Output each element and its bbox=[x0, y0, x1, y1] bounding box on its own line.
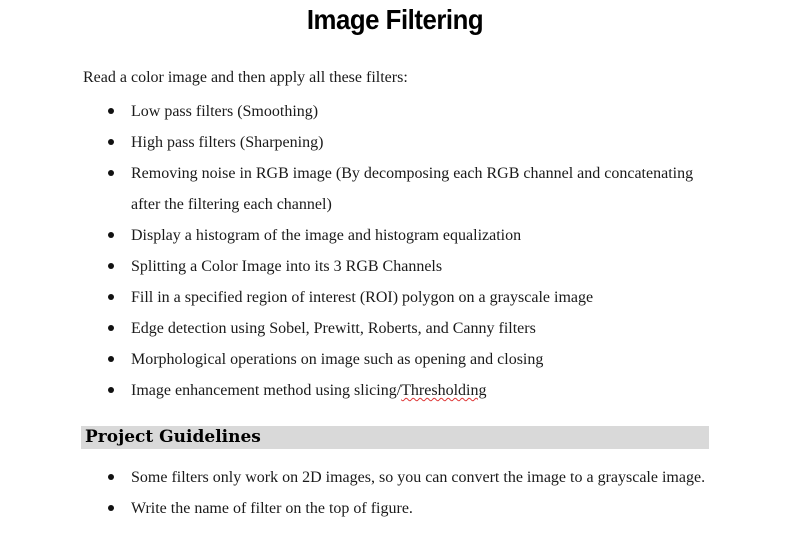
bullet-icon bbox=[108, 170, 114, 176]
bullet-icon bbox=[108, 232, 114, 238]
list-item bbox=[105, 313, 715, 344]
guidelines-list bbox=[105, 462, 715, 524]
list-item bbox=[105, 251, 715, 282]
intro-paragraph: Read a color image and then apply all these filters: bbox=[83, 69, 408, 86]
list-item-text: Image enhancement method using slicing/ bbox=[131, 382, 402, 399]
bullet-icon bbox=[108, 263, 114, 269]
section-heading-text: Project Guidelines bbox=[85, 427, 261, 447]
bullet-icon bbox=[108, 505, 114, 511]
list-item-text: Display a histogram of the image and histogram equalization bbox=[131, 227, 522, 244]
list-item bbox=[105, 96, 715, 127]
list-item bbox=[105, 462, 715, 493]
bullet-icon bbox=[108, 325, 114, 331]
bullet-icon bbox=[108, 474, 114, 480]
list-item bbox=[105, 220, 715, 251]
list-item-text: Edge detection using Sobel, Prewitt, Roberts, and Canny filters bbox=[131, 320, 536, 337]
spellcheck-flagged-word[interactable]: Thresholding bbox=[401, 382, 487, 399]
bullet-icon bbox=[108, 294, 114, 300]
list-item-text: Some filters only work on 2D images, so you can convert the image to a grayscale image. bbox=[131, 469, 706, 486]
list-item-text: Removing noise in RGB image (By decomposing each RGB channel and concatenating after the filtering each channel) bbox=[131, 165, 694, 213]
list-item-text: Low pass filters (Smoothing) bbox=[131, 103, 319, 120]
list-item bbox=[105, 158, 715, 220]
bullet-icon bbox=[108, 139, 114, 145]
bullet-icon bbox=[108, 356, 114, 362]
list-item-text: Fill in a specified region of interest (ROI) polygon on a grayscale image bbox=[131, 289, 594, 306]
list-item-text: Morphological operations on image such as opening and closing bbox=[131, 351, 544, 368]
section-heading bbox=[81, 426, 709, 449]
list-item bbox=[105, 282, 715, 313]
bullet-icon bbox=[108, 387, 114, 393]
list-item bbox=[105, 127, 715, 158]
list-item bbox=[105, 344, 715, 375]
list-item-text: Write the name of filter on the top of figure. bbox=[131, 500, 413, 517]
list-item-text: Splitting a Color Image into its 3 RGB Channels bbox=[131, 258, 443, 275]
page-title: Image Filtering bbox=[306, 4, 484, 35]
filters-list bbox=[105, 96, 715, 406]
list-item bbox=[105, 375, 715, 406]
list-item-text: High pass filters (Sharpening) bbox=[131, 134, 324, 151]
bullet-icon bbox=[108, 108, 114, 114]
list-item bbox=[105, 493, 715, 524]
